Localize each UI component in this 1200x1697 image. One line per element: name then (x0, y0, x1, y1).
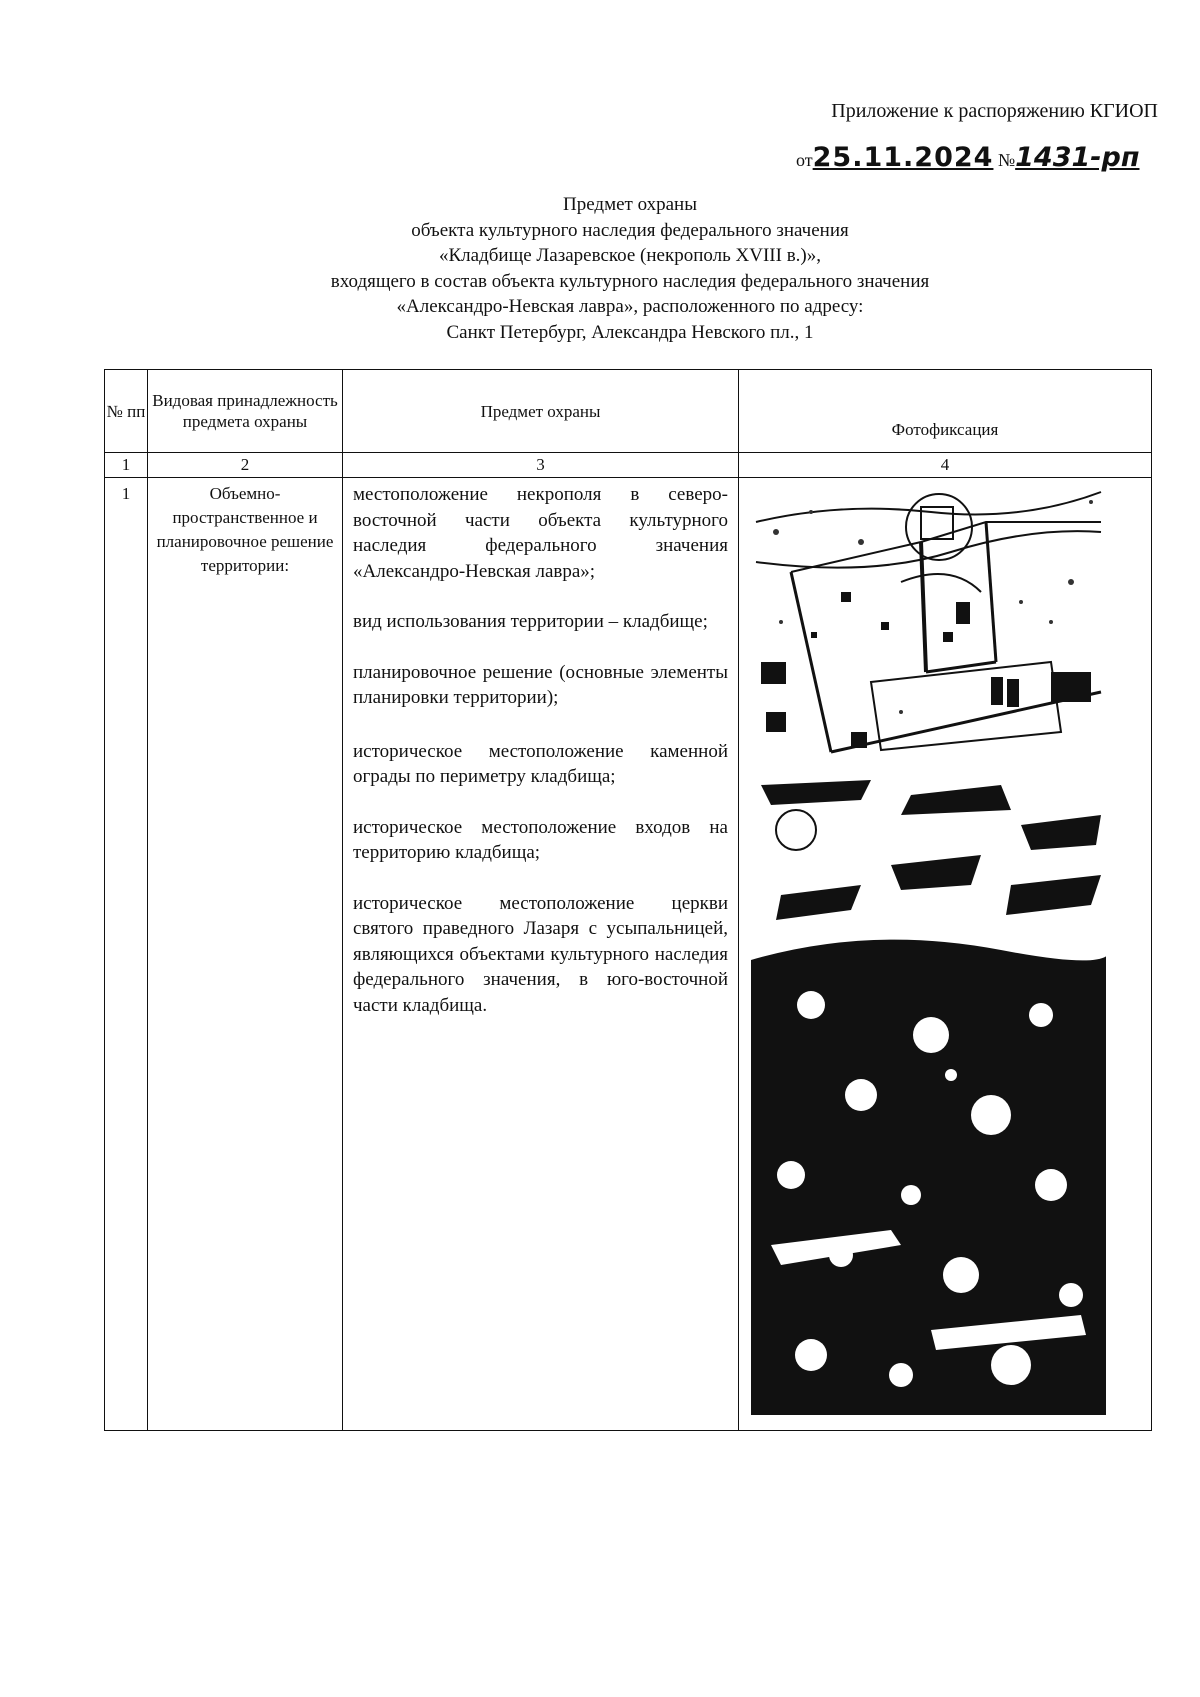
protection-item: историческое местоположение каменной ограды по периметру кладбища; (353, 740, 728, 787)
title-line: объекта культурного наследия федерального значения (411, 219, 849, 241)
protection-item: вид использования территории – кладбище; (353, 611, 708, 632)
title-line: входящего в состав объекта культурного наследия федерального значения (330, 270, 930, 292)
protection-item: историческое местоположение церкви святого праведного Лазаря с усыпальницей, являющихся объектами культурного наследия федерального значения, в юго-восточной части кладбища. (353, 892, 728, 1016)
column-numbers-row (105, 453, 1152, 478)
title-line: «Кладбище Лазаревское (некрополь XVIII в.)», (438, 245, 821, 266)
header-photo: Фотофиксация (739, 370, 1152, 453)
row-number: 1 (105, 478, 148, 1431)
header-type: Видовая принадлежность предмета охраны (148, 370, 343, 453)
order-date: 25.11.2024 (812, 142, 994, 173)
protection-item: историческое местоположение входов на территорию кладбища; (353, 816, 728, 863)
protection-table (104, 369, 1152, 1431)
document-title (130, 192, 1130, 345)
order-number-label: № (997, 150, 1016, 170)
order-prefix: от (796, 150, 813, 170)
aerial-photo-image (751, 775, 1106, 1415)
column-number: 4 (739, 453, 1152, 478)
order-reference (796, 142, 1139, 173)
row-items (343, 478, 739, 1431)
order-number: 1431-рп (1015, 142, 1140, 173)
table-row (105, 478, 1152, 1431)
title-line: «Александро-Невская лавра», расположенного по адресу: (396, 296, 864, 317)
protection-item: местоположение некрополя в северо-восточной части объекта культурного наследия федерального значения «Александро-Невская лавра»; (353, 484, 728, 582)
table-header-row (105, 370, 1152, 453)
title-line: Санкт Петербург, Александра Невского пл., 1 (446, 321, 814, 343)
protection-item: планировочное решение (основные элементы планировки территории); (353, 661, 728, 708)
row-type: Объемно-пространственное и планировочное решение территории: (148, 478, 343, 1431)
title-line: Предмет охраны (563, 194, 697, 215)
row-photos (739, 478, 1152, 1431)
column-number: 3 (343, 453, 739, 478)
header-number: № пп (105, 370, 148, 453)
site-plan-image (751, 482, 1106, 767)
column-number: 2 (148, 453, 343, 478)
column-number: 1 (105, 453, 148, 478)
header-subject: Предмет охраны (343, 370, 739, 453)
appendix-caption: Приложение к распоряжению КГИОП (831, 100, 1158, 122)
